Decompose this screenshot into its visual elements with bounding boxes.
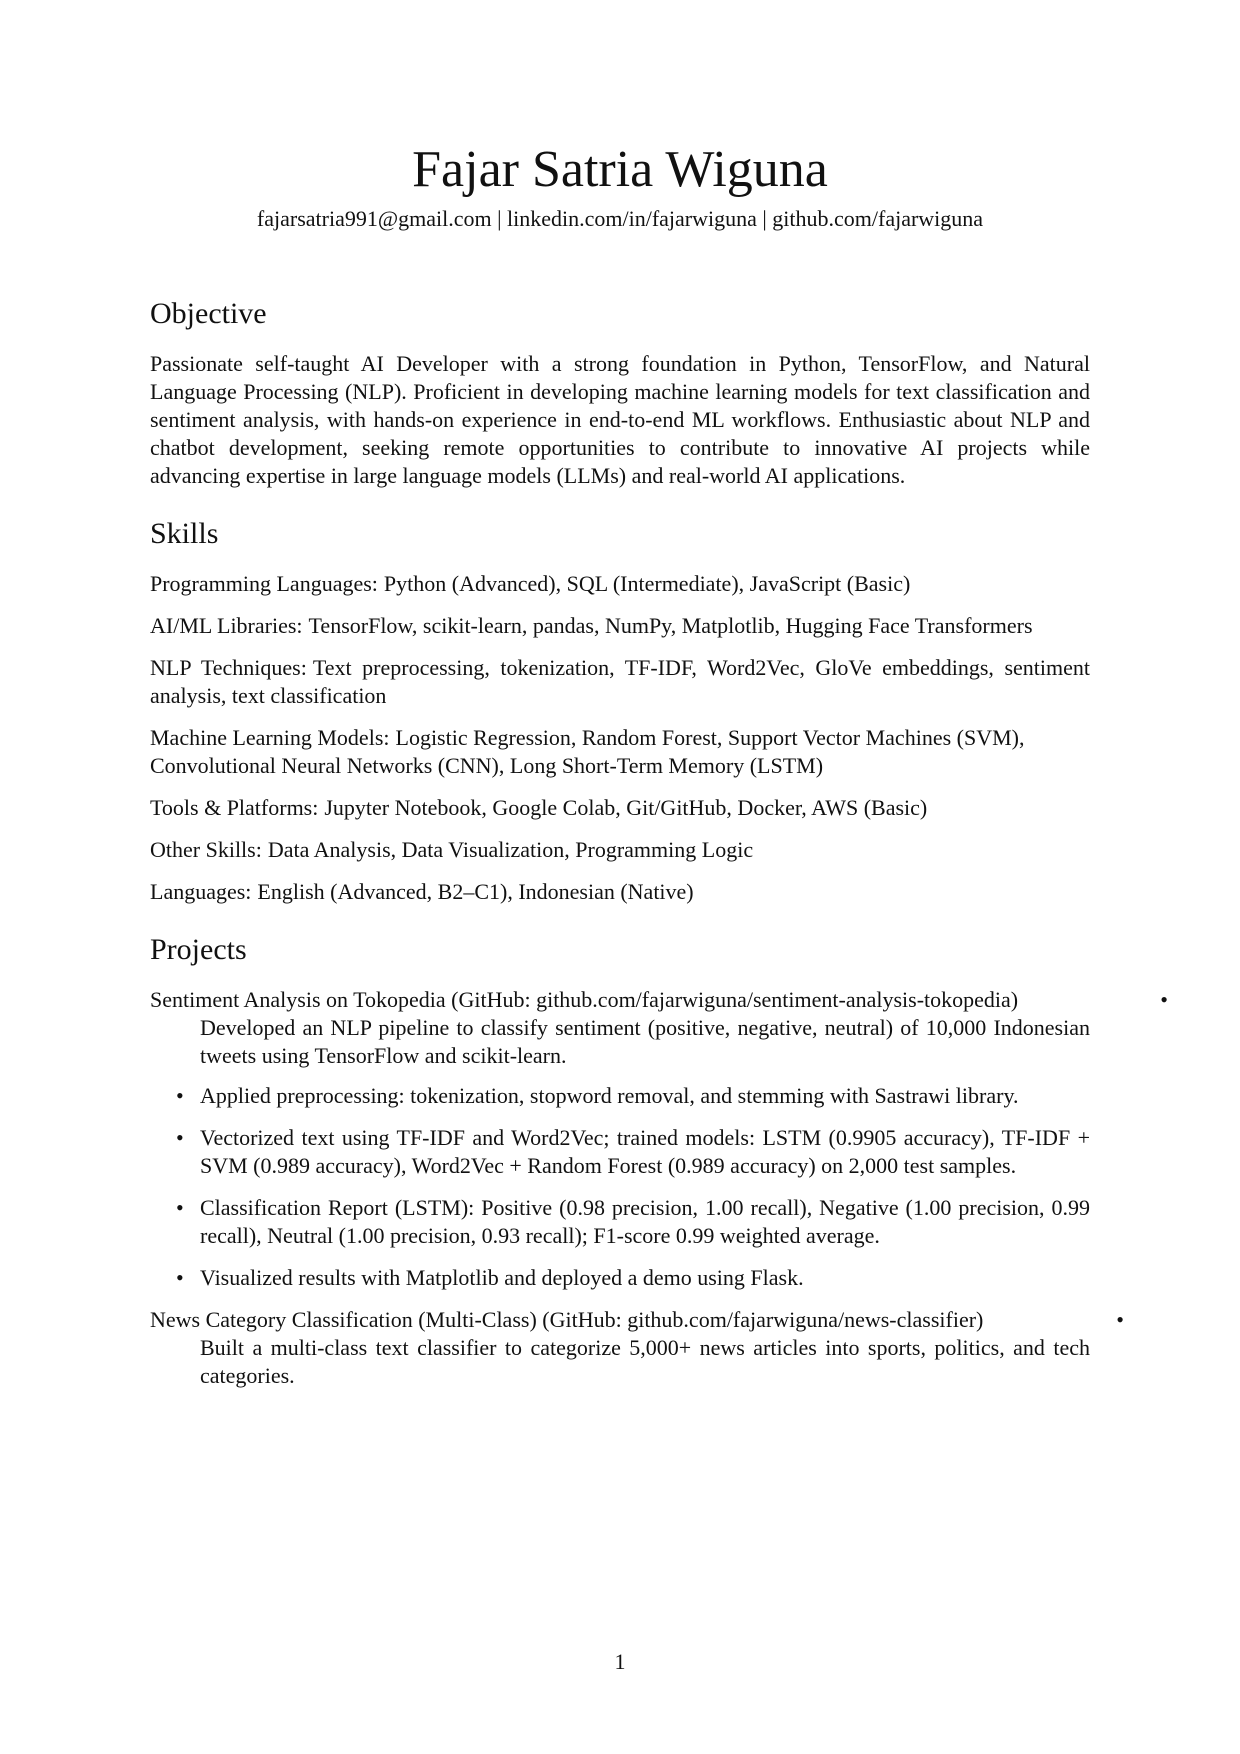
objective-text: Passionate self-taught AI Developer with a strong foundation in Python, TensorFlow, and Natural Language Processing (NLP). Proficient in developing machine learning models for text classification and sentiment analysis, with hands-on experience in end-to-end ML workflows. Enthusiastic about NLP and chatbot development, seeking remote opportunities to contribute to innovative AI projects while advancing expertise in large language models (LLMs) and real-world AI applications. xyxy=(150,351,1090,488)
projects-section xyxy=(150,932,1168,1390)
project-item xyxy=(150,1306,1124,1390)
skills-section xyxy=(150,516,1090,906)
list-item-text: Classification Report (LSTM): Positive (0.98 precision, 1.00 recall), Negative (1.00 precision, 0.99 recall), Neutral (1.00 precision, 0.93 recall); F1-score 0.99 weighted average. xyxy=(200,1195,1090,1248)
skill-value: Python (Advanced), SQL (Intermediate), JavaScript (Basic) xyxy=(383,571,911,596)
skills-heading: Skills xyxy=(150,517,219,550)
skill-label: Other Skills: xyxy=(150,837,262,862)
project-description: Developed an NLP pipeline to classify sentiment (positive, negative, neutral) of 10,000 Indonesian tweets using TensorFlow and scikit-learn. xyxy=(200,1015,1090,1068)
list-item xyxy=(176,1082,1090,1110)
contact-line: fajarsatria991@gmail.com | linkedin.com/in/fajarwiguna | github.com/fajarwiguna xyxy=(256,206,984,231)
skill-line xyxy=(150,724,1090,780)
projects-heading: Projects xyxy=(150,933,247,966)
objective-heading: Objective xyxy=(150,297,267,330)
project-description: Built a multi-class text classifier to categorize 5,000+ news articles into sports, politics, and tech categories. xyxy=(200,1335,1090,1388)
skill-line xyxy=(150,612,1090,640)
project-title xyxy=(150,1306,1124,1334)
list-item-text: Applied preprocessing: tokenization, stopword removal, and stemming with Sastrawi library. xyxy=(200,1083,1019,1108)
project-title xyxy=(150,986,1168,1014)
skill-value: Data Analysis, Data Visualization, Programming Logic xyxy=(267,837,754,862)
list-item-text: Vectorized text using TF-IDF and Word2Vec; trained models: LSTM (0.9905 accuracy), TF-IDF + SVM (0.989 accuracy), Word2Vec + Random Forest (0.989 accuracy) on 2,000 test samples. xyxy=(200,1125,1090,1178)
skill-line xyxy=(150,654,1090,710)
project-title-text: Sentiment Analysis on Tokopedia (GitHub: github.com/fajarwiguna/sentiment-analysis-tokopedia) xyxy=(150,987,1019,1012)
skill-value: Logistic Regression, Random Forest, Support Vector Machines (SVM), Convolutional Neural Networks (CNN), Long Short-Term Memory (LSTM) xyxy=(150,725,1025,778)
bullet-icon: • xyxy=(1116,1307,1124,1332)
project-bullet-list xyxy=(150,1082,1090,1292)
list-item xyxy=(176,1194,1090,1250)
skill-line xyxy=(150,836,1090,864)
skill-label: Tools & Platforms: xyxy=(150,795,319,820)
skill-value: Jupyter Notebook, Google Colab, Git/GitHub, Docker, AWS (Basic) xyxy=(324,795,928,820)
skill-line xyxy=(150,794,1090,822)
bullet-icon: • xyxy=(176,1195,184,1220)
list-item xyxy=(176,1264,1090,1292)
skill-line xyxy=(150,570,1090,598)
resume-header xyxy=(0,140,1240,234)
project-title-text: News Category Classification (Multi-Class) (GitHub: github.com/fajarwiguna/news-classifier) xyxy=(150,1307,984,1332)
skill-line xyxy=(150,878,1090,906)
skill-value: English (Advanced, B2–C1), Indonesian (Native) xyxy=(257,879,694,904)
bullet-icon: • xyxy=(1160,987,1168,1012)
list-item-text: Visualized results with Matplotlib and deployed a demo using Flask. xyxy=(200,1265,804,1290)
skill-label: AI/ML Libraries: xyxy=(150,613,303,638)
skill-label: NLP Techniques: xyxy=(150,655,307,680)
skill-label: Machine Learning Models: xyxy=(150,725,390,750)
page-number: 1 xyxy=(614,1649,626,1674)
skill-label: Programming Languages: xyxy=(150,571,378,596)
bullet-icon: • xyxy=(176,1125,184,1150)
skill-label: Languages: xyxy=(150,879,252,904)
project-item xyxy=(150,986,1168,1292)
bullet-icon: • xyxy=(176,1083,184,1108)
list-item xyxy=(176,1124,1090,1180)
bullet-icon: • xyxy=(176,1265,184,1290)
skill-value: TensorFlow, scikit-learn, pandas, NumPy, Matplotlib, Hugging Face Transformers xyxy=(308,613,1033,638)
candidate-name: Fajar Satria Wiguna xyxy=(412,141,828,198)
objective-section xyxy=(150,296,1090,490)
resume-content xyxy=(150,296,1168,1416)
skill-value: Text preprocessing, tokenization, TF-IDF, Word2Vec, GloVe embeddings, sentiment analysis, text classification xyxy=(150,655,1090,708)
